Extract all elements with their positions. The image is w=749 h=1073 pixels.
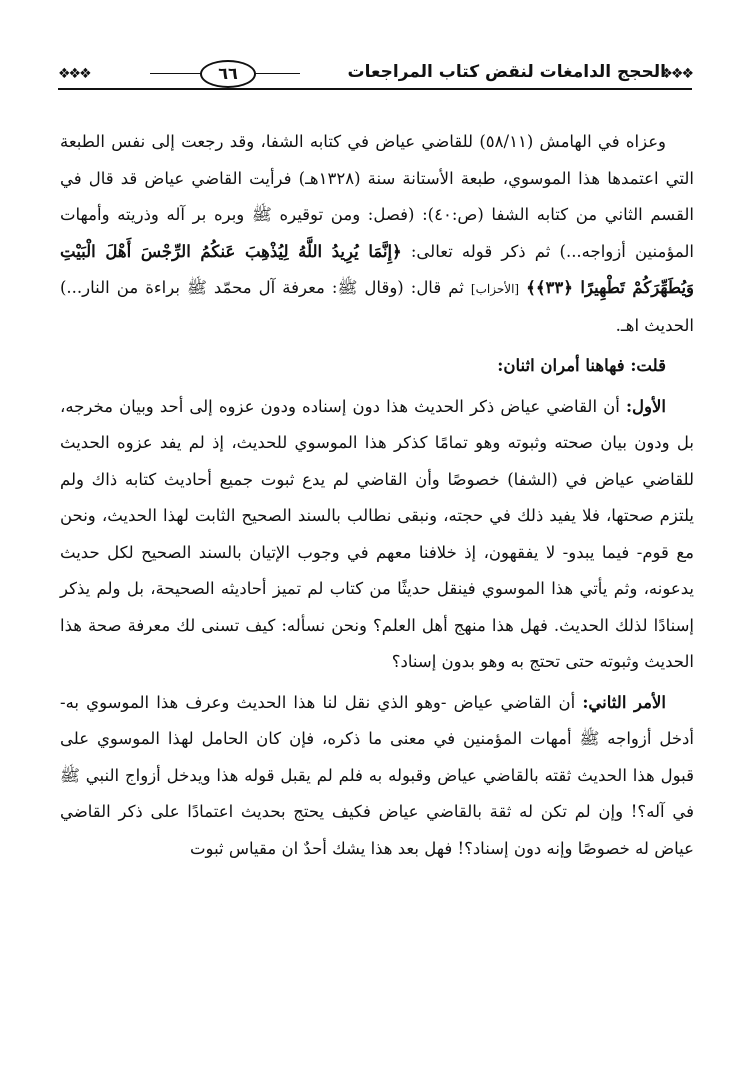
paragraph-text: أن القاضي عياض -وهو الذي نقل لنا هذا الحديث وعرف هذا الموسوي به- أدخل أزواجه ﷺ أمهات المؤمنين في معنى ما ذكره، فإن كان الحامل لهذا الموسوي على قبول هذا الحديث ثقته بالقاضي عياض وقبوله به فلم لم يقبل قوله هذا ويدخل أزواج النبي ﷺ في آله؟! وإن لم تكن له ثقة بالقاضي عياض فكيف يحتج بحديث اعتمادًا على ذكر القاضي عياض له خصوصًا وإنه دون إسناد؟! فهل بعد هذا يشك أحدٌ ان مقياس ثبوت <box>60 692 694 858</box>
paragraph-first-point <box>60 389 694 681</box>
paragraph-heading: قلت: فهاهنا أمران اثنان: <box>497 356 666 375</box>
point-lead: الأول: <box>625 396 666 416</box>
header-ornament-left: ❖❖❖ <box>58 66 90 82</box>
page-header <box>58 52 692 100</box>
paragraph-quote-source <box>60 124 694 344</box>
verse-reference: [الأحزاب] <box>470 282 520 296</box>
paragraph-text: أن القاضي عياض ذكر الحديث هذا دون إسناده ودون عزوه إلى أحد وبيان مخرجه، بل ودون بيان صحته وثبوته وهو تمامًا كذكر هذا الموسوي للحديث، إذ لم يفد عزوه الحديث للقاضي عياض في (الشفا) خصوصًا وأن القاضي لم يدع ثبوت جميع أحاديث كتابه ذاك ولم يلتزم صحتها، فلا يفيد ذلك في حجته، ونبقى نطالب بالسند الصحيح الثابت لهذا الحديث، ونحن مع قوم- فيما يبدو- لا يفقهون، إذ خلافنا معهم في وجوب الإتيان بالسند الصحيح لكل حديث يدعونه، وثم يأتي هذا الموسوي فينقل حديثًا من كتاب لم تميز أحاديثه الصحيحة، بل ولم يذكر إسنادًا لذلك الحديث. فهل هذا منهج أهل العلم؟ ونحن نسأله: كيف تسنى لك معرفة صحة هذا الحديث وثبوته حتى تحتج به وهو بدون إسناد؟ <box>60 396 694 671</box>
running-title: الحجج الدامغات لنقض كتاب المراجعات <box>347 62 666 82</box>
paragraph-text: وعزاه في الهامش (٥٨/١١) للقاضي عياض في كتابه الشفا، وقد رجعت إلى نفس الطبعة التي اعتمدها هذا الموسوي، طبعة الأستانة سنة (١٣٢٨هـ) فرأيت القاضي عياض قد قال في القسم الثاني من كتابه الشفا (ص:٤٠): (فصل: ومن توقيره ﷺ وبره بر آله وذريته وأمهات المؤمنين أزواجه...) ثم ذكر قوله تعالى: <box>60 132 695 261</box>
point-lead: الأمر الثاني: <box>582 692 666 712</box>
paragraph-second-point <box>60 685 694 868</box>
page-number: ٦٦ <box>200 60 256 88</box>
header-rule <box>58 88 692 90</box>
page-body <box>60 124 694 867</box>
quran-verse: ﴿إِنَّمَا يُرِيدُ اللَّهُ لِيُذْهِبَ عَنكُمُ الرِّجْسَ أَهْلَ الْبَيْتِ وَيُطَهِّرَكُمْ تَطْهِيرًا ﴿٣٣﴾﴾ <box>60 241 695 297</box>
header-ornament-right: ❖❖❖ <box>660 66 692 82</box>
page-number-ornament <box>150 58 300 88</box>
paragraph-text: ثم قال: (وقال ﷺ: معرفة آل محمّد ﷺ براءة من النار...) الحديث اهـ. <box>60 278 694 335</box>
